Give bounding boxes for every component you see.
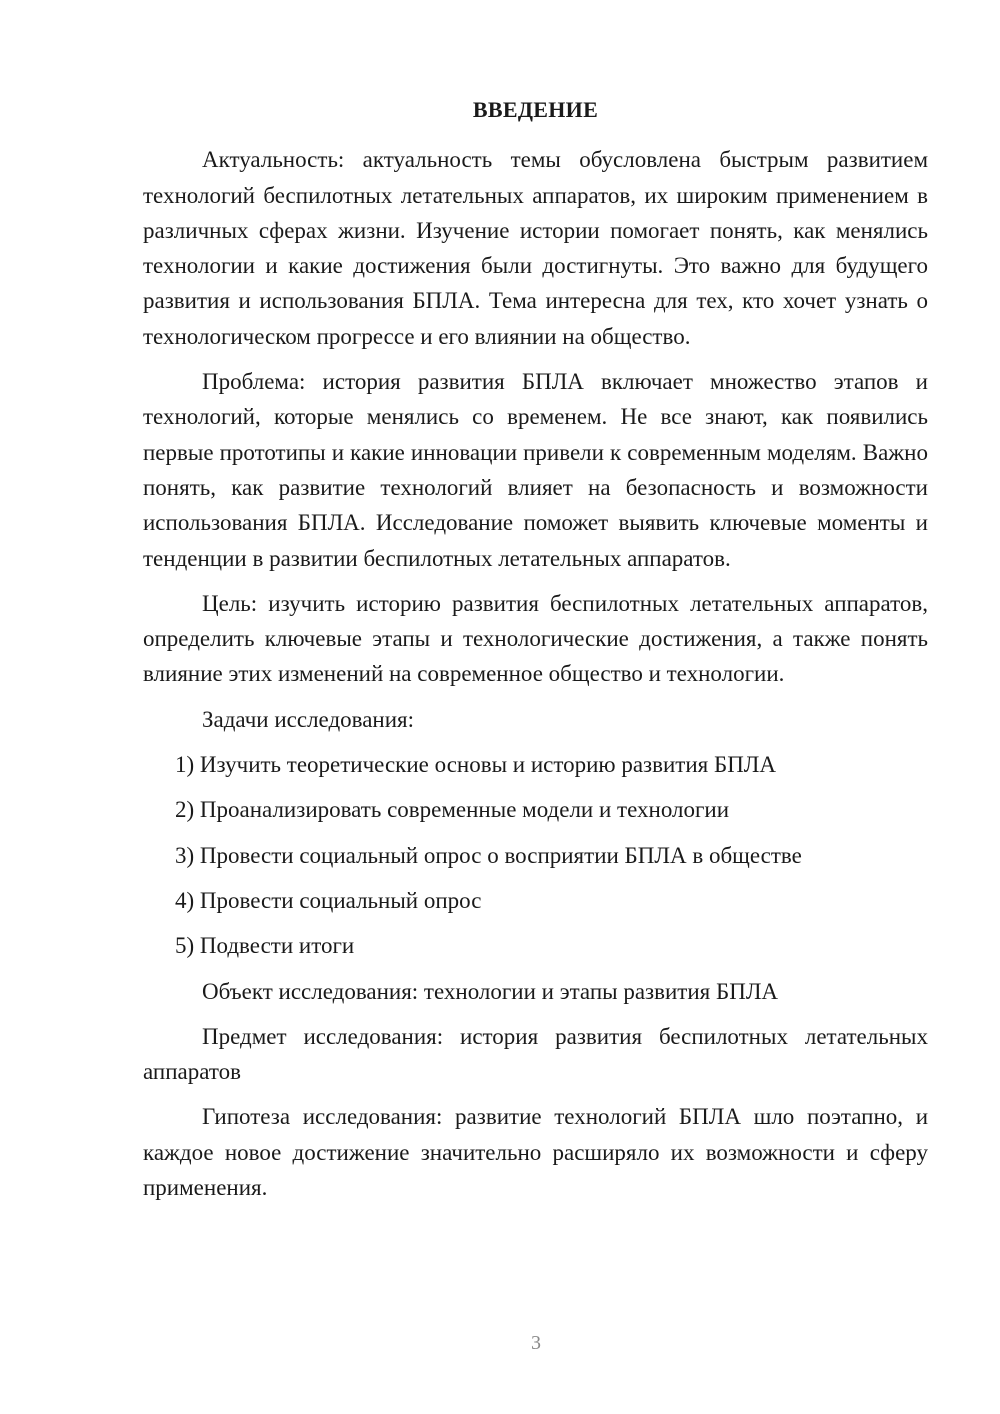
task-item: 4) Провести социальный опрос [175,887,482,913]
page-number: 3 [531,1332,541,1354]
paragraph-problem: Проблема: история развития БПЛА включает множество этапов и технологий, которые менялись со временем. Не все знают, как появились первые прототипы и какие инновации привели к современным моделям. Важно понять, как развитие технологий влияет на безопасность и возможности использования БПЛА. Исследование поможет выявить ключевые моменты и тенденции в развитии беспилотных летательных аппаратов. [143,369,928,571]
task-list [143,747,928,963]
paragraph-relevance: Актуальность: актуальность темы обусловлена быстрым развитием технологий беспилотных летательных аппаратов, их широким применением в различных сферах жизни. Изучение истории помогает понять, как менялись технологии и какие достижения были достигнуты. Это важно для будущего развития и использования БПЛА. Тема интересна для тех, кто хочет узнать о технологическом прогрессе и его влиянии на общество. [143,147,928,349]
task-item: 1) Изучить теоретические основы и историю развития БПЛА [175,752,777,778]
paragraph-goal: Цель: изучить историю развития беспилотных летательных аппаратов, определить ключевые этапы и технологические достижения, а также понять влияние этих изменений на современное общество и технологии. [143,590,928,687]
page-content [143,92,928,1205]
task-item: 5) Подвести итоги [175,933,355,959]
page-title: ВВЕДЕНИЕ [472,97,599,122]
paragraph-subject: Предмет исследования: история развития беспилотных летательных аппаратов [143,1023,928,1085]
tasks-heading: Задачи исследования: [202,706,415,732]
task-item: 2) Проанализировать современные модели и технологии [175,797,730,823]
task-item: 3) Провести социальный опрос о восприятии БПЛА в обществе [175,842,802,868]
paragraph-hypothesis: Гипотеза исследования: развитие технологий БПЛА шло поэтапно, и каждое новое достижение значительно расширяло их возможности и сферу применения. [143,1104,928,1201]
paragraph-object: Объект исследования: технологии и этапы развития БПЛА [202,978,779,1004]
